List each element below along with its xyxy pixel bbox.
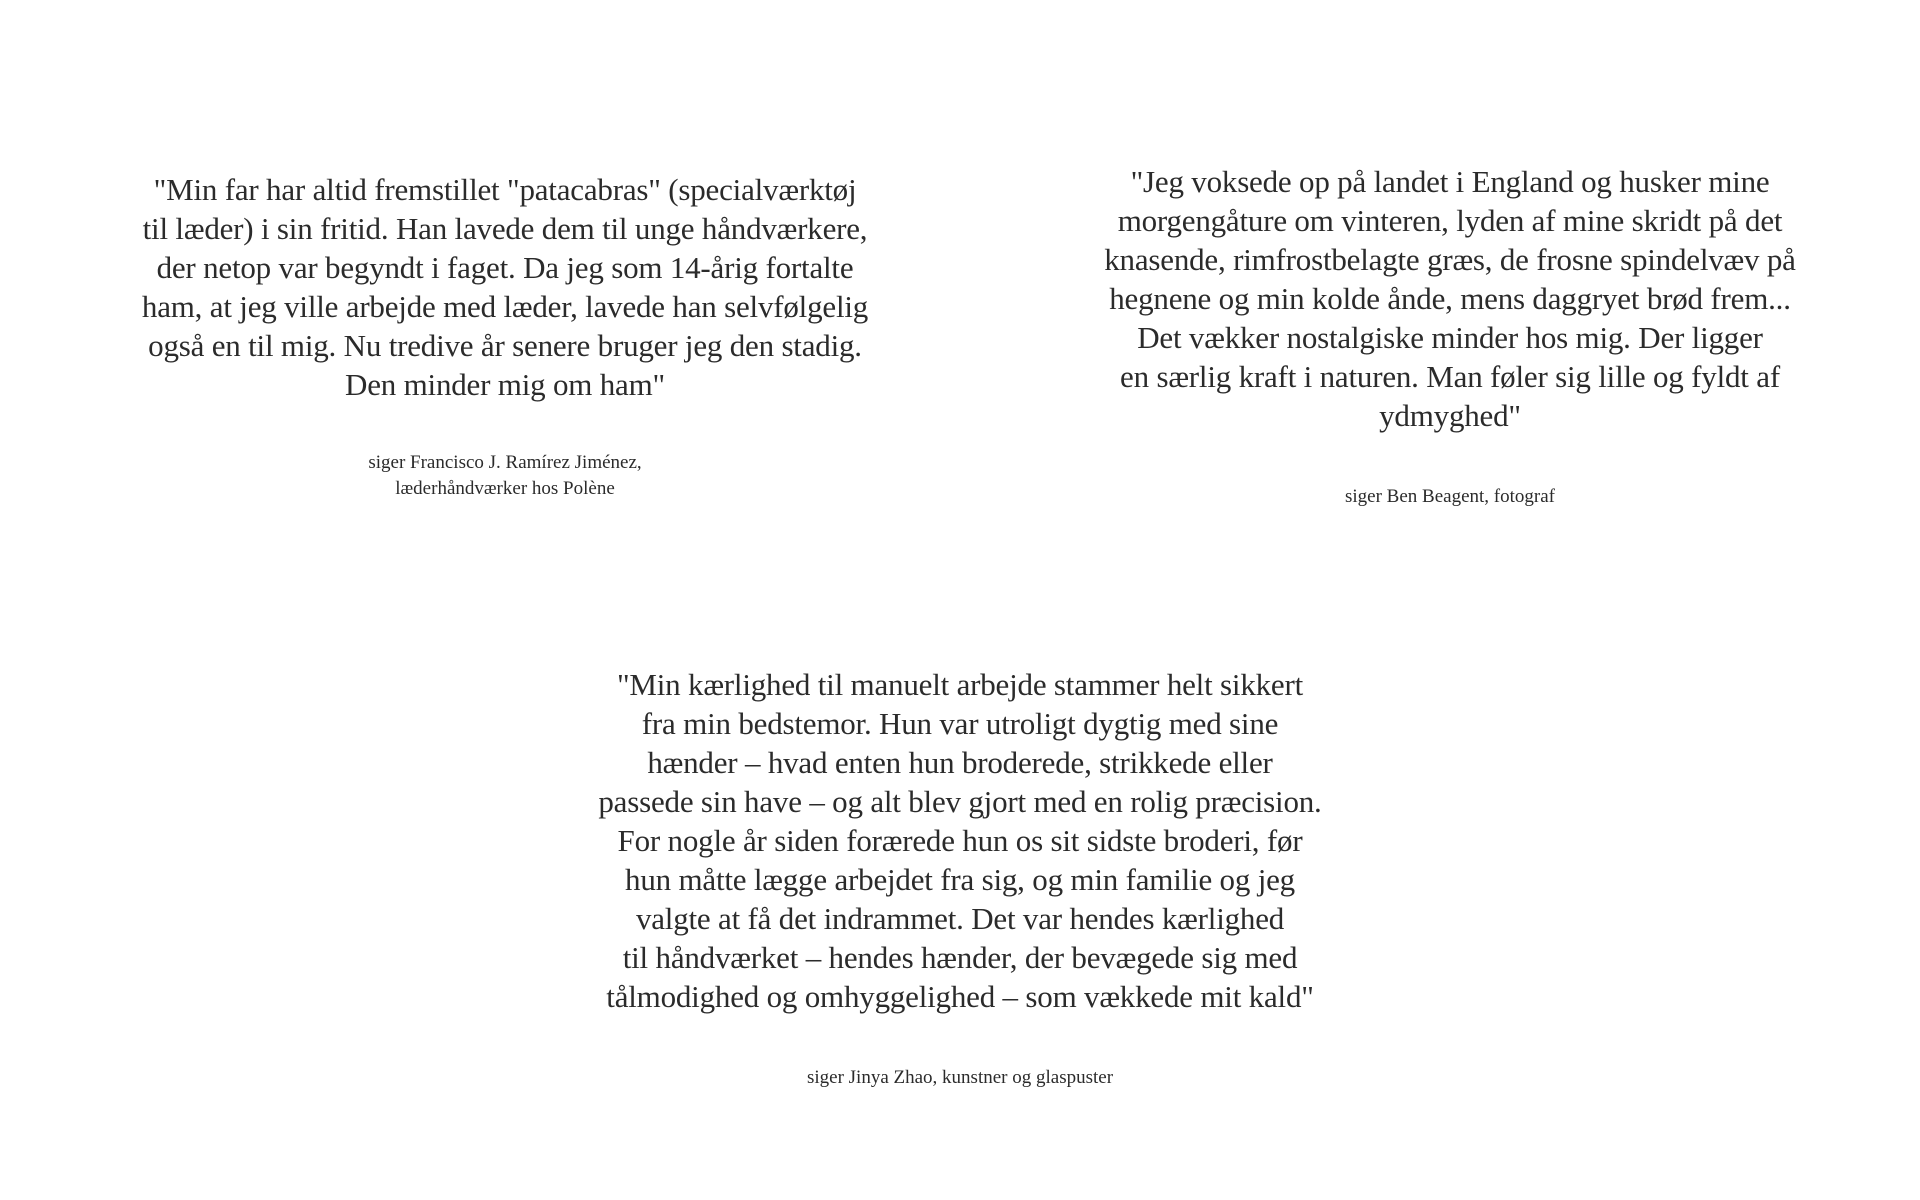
- quote-attribution: siger Francisco J. Ramírez Jiménez, læderhåndværker hos Polène: [368, 452, 642, 499]
- quote-text: "Min kærlighed til manuelt arbejde stammer helt sikkert fra min bedstemor. Hun var utroligt dygtig med sine hænder – hvad enten hun broderede, strikkede eller passede sin have – og alt blev gjort med en rolig præcision. For nogle år siden forærede hun os sit sidste broderi, før hun måtte lægge arbejdet fra sig, og min familie og jeg valgte at få det indrammet. Det var hendes kærlighed til håndværket – hendes hænder, der bevægede sig med tålmodighed og omhyggelighed – som vækkede mit kald": [598, 667, 1322, 1014]
- quote-jinya: [560, 665, 1360, 1091]
- quote-attribution: siger Jinya Zhao, kunstner og glaspuster: [806, 1067, 1114, 1088]
- quote-ben: [1040, 162, 1860, 510]
- quote-text: "Jeg voksede op på landet i England og husker mine morgengåture om vinteren, lyden af mine skridt på det knasende, rimfrostbelagte græs, de frosne spindelvæv på hegnene og min kolde ånde, mens daggryet brød frem... Det vækker nostalgiske minder hos mig. Der ligger en særlig kraft i naturen. Man føler sig lille og fyldt af ydmyghed": [1104, 164, 1796, 433]
- quote-francisco: [110, 170, 900, 502]
- quote-attribution: siger Ben Beagent, fotograf: [1345, 486, 1555, 507]
- quote-text: "Min far har altid fremstillet "patacabras" (specialværktøj til læder) i sin fritid. Han lavede dem til unge håndværkere, der netop var begyndt i faget. Da jeg som 14-årig fortalte ham, at jeg ville arbejde med læder, lavede han selvfølgelig også en til mig. Nu tredive år senere bruger jeg den stadig. Den minder mig om ham": [141, 172, 869, 402]
